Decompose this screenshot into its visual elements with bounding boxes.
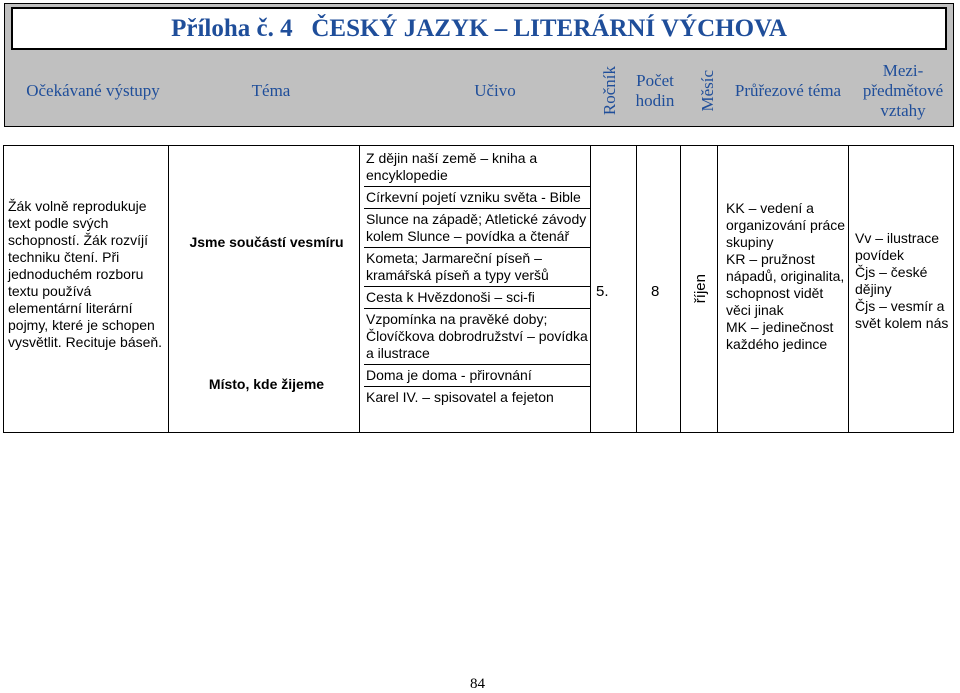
- theme-item: Jsme součástí vesmíru: [189, 234, 344, 250]
- month-value: říjen: [692, 274, 709, 304]
- page-number: 84: [470, 676, 485, 692]
- curriculum-table: [3, 145, 954, 433]
- col-header-pocet-hodin: Počet hodin: [635, 71, 675, 110]
- curriculum-item: Karel IV. – spisovatel a fejeton: [366, 389, 554, 405]
- divider: [364, 208, 590, 209]
- col-header-vystupy: Očekávané výstupy: [26, 81, 160, 100]
- grade-value: 5.: [596, 283, 609, 300]
- divider: [364, 308, 590, 309]
- col-header-ucivo: Učivo: [474, 81, 516, 100]
- cross-curricular-topics: [726, 200, 850, 353]
- curriculum-item: Doma je doma - přirovnání: [366, 367, 532, 383]
- cross-topic-item: KK – vedení a organizování práce skupiny: [726, 200, 846, 250]
- interdisciplinary-item: Čjs – vesmír a svět kolem nás: [855, 298, 949, 331]
- divider: [364, 364, 590, 365]
- curriculum-item: Cesta k Hvězdonoši – sci-fi: [366, 289, 535, 305]
- page-title: Příloha č. 4 ČESKÝ JAZYK – LITERÁRNÍ VÝCHOVA: [11, 7, 947, 50]
- interdisciplinary-links: [855, 230, 955, 332]
- curriculum-item: Z dějin naší země – kniha a encyklopedie: [366, 150, 538, 183]
- col-header-mesic: [693, 56, 723, 126]
- col-divider: [359, 146, 360, 432]
- col-header-mesic-text: Měsíc: [698, 70, 717, 112]
- cross-topic-item: KR – pružnost nápadů, originalita, schopnost vidět věci jinak: [726, 251, 845, 318]
- interdisciplinary-item: Čjs – české dějiny: [855, 264, 928, 297]
- curriculum-item: Vzpomínka na pravěké doby; Človíčkova dobrodružství – povídka a ilustrace: [366, 311, 588, 361]
- expected-outcomes-text: Žák volně reprodukuje text podle svých schopností. Žák rozvíjí techniku čtení. Při jednoduchém rozboru textu používá elementární literární pojmy, které je schopen vysvětlit. Recituje báseň.: [8, 198, 163, 350]
- cross-topic-item: MK – jedinečnost každého jedince: [726, 319, 834, 352]
- curriculum-list: [366, 150, 588, 406]
- col-divider: [636, 146, 637, 432]
- divider: [364, 247, 590, 248]
- col-divider: [590, 146, 591, 432]
- col-divider: [717, 146, 718, 432]
- curriculum-item: Církevní pojetí vzniku světa - Bible: [366, 189, 581, 205]
- col-header-pruzezove: Průřezové téma: [734, 81, 842, 100]
- divider: [364, 286, 590, 287]
- divider: [364, 186, 590, 187]
- theme-item: Místo, kde žijeme: [208, 376, 325, 392]
- curriculum-item: Slunce na západě; Atletické závody kolem Slunce – povídka a čtenář: [366, 211, 587, 244]
- col-header-tema: Téma: [251, 81, 291, 100]
- col-header-mezipredmetove: Mezi-předmětové vztahy: [862, 61, 944, 120]
- col-header-rocnik: [595, 56, 625, 126]
- divider: [364, 386, 590, 387]
- curriculum-item: Kometa; Jarmareční píseň – kramářská píseň a typy veršů: [366, 250, 549, 283]
- hours-value: 8: [651, 283, 660, 300]
- col-divider: [680, 146, 681, 432]
- col-divider: [168, 146, 169, 432]
- col-header-rocnik-text: Ročník: [600, 66, 619, 116]
- header-band: [4, 3, 954, 127]
- interdisciplinary-item: Vv – ilustrace povídek: [855, 230, 940, 263]
